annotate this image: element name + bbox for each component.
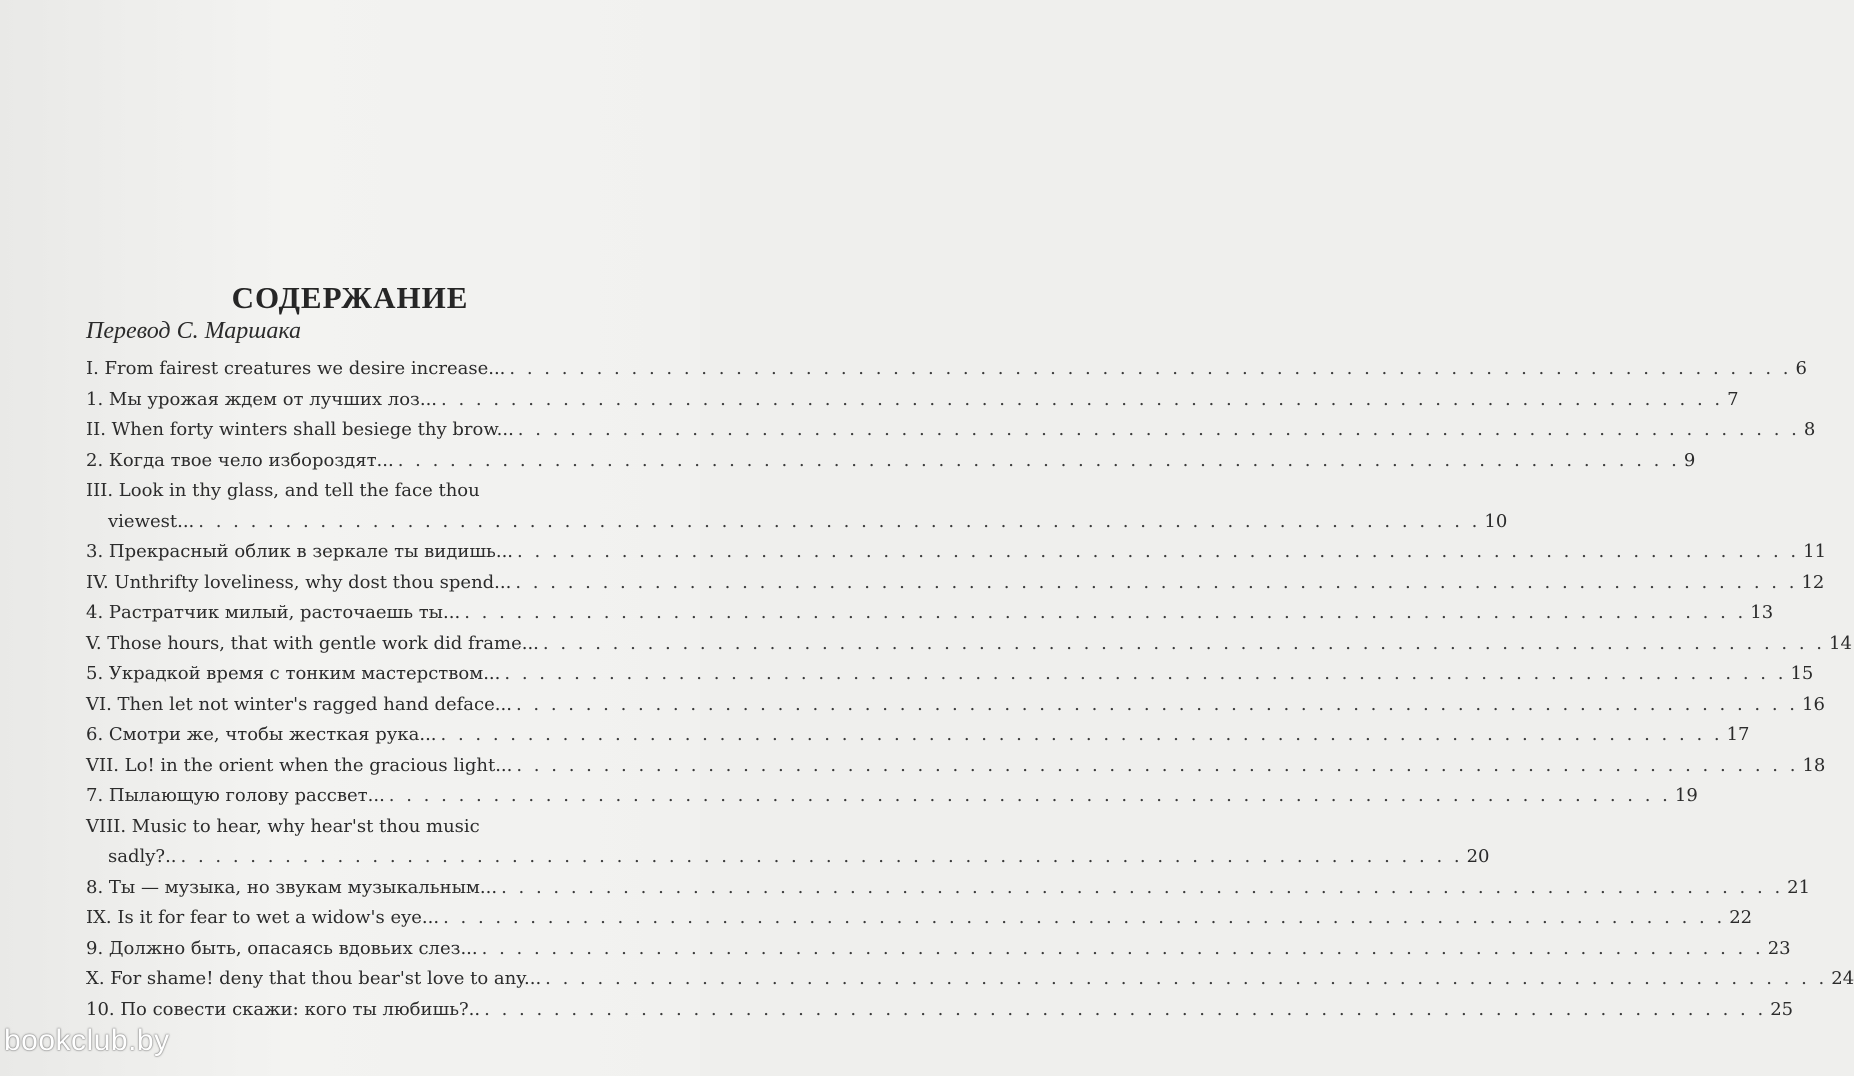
toc-entry [86, 537, 1827, 568]
toc-entry [86, 415, 1816, 446]
dot-leader [509, 354, 1791, 385]
dot-leader [443, 903, 1725, 934]
toc-entry [86, 720, 1750, 751]
toc-entry [86, 964, 1854, 995]
dot-leader [518, 415, 1800, 446]
toc-entry-page: 14 [1829, 632, 1852, 654]
dot-leader [398, 446, 1680, 477]
dot-leader [464, 598, 1746, 629]
toc-entry-title: I. From fairest creatures we desire increase... [86, 358, 506, 379]
toc-entry-title-continued: viewest... [108, 510, 195, 532]
toc-entry-page: 8 [1803, 419, 1816, 440]
toc-entry [86, 385, 1739, 416]
toc-entry-page: 16 [1802, 693, 1825, 715]
dot-leader [516, 690, 1798, 721]
dot-leader [389, 781, 1671, 812]
dot-leader [482, 934, 1764, 965]
toc-entry [86, 354, 1807, 385]
toc-entry [86, 476, 1508, 537]
table-of-contents [86, 354, 1854, 1025]
toc-entry [86, 812, 1490, 873]
dot-leader [543, 629, 1825, 660]
toc-entry [86, 629, 1852, 660]
toc-entry-title: 3. Прекрасный облик в зеркале ты видишь... [86, 541, 514, 562]
toc-entry-title: V. Those hours, that with gentle work did frame... [86, 632, 539, 654]
toc-entry [86, 781, 1698, 812]
toc-entry-title: 10. По совести скажи: кого ты любишь?.. [86, 998, 481, 1020]
dot-leader [181, 842, 1463, 873]
toc-entry-title: 6. Смотри же, чтобы жесткая рука... [86, 724, 437, 745]
toc-entry-title: 8. Ты — музыка, но звукам музыкальным... [86, 876, 498, 898]
toc-entry [86, 751, 1826, 782]
toc-entry-title: VIII. Music to hear, why hear'st thou music [86, 815, 480, 837]
toc-entry-page: 11 [1803, 541, 1827, 562]
toc-entry-title: III. Look in thy glass, and tell the face thou [86, 480, 480, 501]
dot-leader [441, 720, 1723, 751]
dot-leader [501, 873, 1783, 904]
toc-entry-page: 18 [1802, 754, 1826, 776]
toc-entry-title: 2. Когда твое чело избороздят... [86, 449, 394, 471]
dot-leader [516, 751, 1798, 782]
toc-entry-page: 17 [1726, 724, 1750, 745]
section-title: Перевод С. Маршака [86, 318, 301, 344]
contents-heading: СОДЕРЖАНИЕ [231, 280, 469, 315]
toc-entry-page: 15 [1790, 663, 1814, 684]
toc-entry-title-continued: sadly?.. [108, 846, 177, 867]
dot-leader [441, 385, 1723, 416]
toc-entry-page: 24 [1831, 968, 1854, 989]
toc-entry [86, 995, 1794, 1026]
dot-leader [515, 568, 1797, 599]
toc-entry [86, 568, 1825, 599]
toc-entry-page: 10 [1484, 510, 1508, 532]
dot-leader [545, 964, 1827, 995]
toc-entry-page: 9 [1683, 449, 1696, 471]
toc-entry [86, 690, 1825, 721]
toc-entry-page: 7 [1727, 388, 1739, 410]
toc-entry-title: X. For shame! deny that thou bear'st love to any... [86, 968, 542, 989]
dot-leader [504, 659, 1786, 690]
toc-entry-page: 22 [1729, 907, 1753, 928]
toc-entry-title: 9. Должно быть, опасаясь вдовьих слез... [86, 937, 478, 959]
toc-entry-page: 23 [1767, 937, 1791, 959]
toc-entry-page: 20 [1466, 846, 1490, 867]
toc-entry-page: 25 [1770, 998, 1794, 1020]
toc-entry-title: VI. Then let not winter's ragged hand deface... [86, 693, 512, 715]
toc-entry-title: 5. Украдкой время с тонким мастерством... [86, 663, 501, 684]
dot-leader [484, 995, 1766, 1026]
toc-entry-title: II. When forty winters shall besiege thy brow... [86, 419, 514, 440]
toc-entry [86, 873, 1811, 904]
dot-leader [517, 537, 1799, 568]
toc-entry-title: VII. Lo! in the orient when the gracious light... [86, 754, 513, 776]
toc-entry-title: IV. Unthrifty loveliness, why dost thou spend... [86, 571, 512, 593]
toc-entry [86, 903, 1753, 934]
toc-entry [86, 659, 1814, 690]
toc-entry-page: 12 [1801, 571, 1825, 593]
toc-entry-title: 4. Растратчик милый, расточаешь ты... [86, 602, 461, 623]
toc-entry-title: 7. Пылающую голову рассвет... [86, 785, 385, 806]
toc-entry-title: IX. Is it for fear to wet a widow's eye... [86, 907, 440, 928]
toc-entry-page: 6 [1795, 358, 1807, 379]
toc-entry [86, 446, 1696, 477]
toc-entry-page: 21 [1787, 876, 1811, 898]
dot-leader [198, 507, 1480, 538]
toc-entry-page: 19 [1674, 785, 1698, 806]
toc-entry-page: 13 [1750, 602, 1774, 623]
toc-entry [86, 598, 1774, 629]
site-watermark: bookclub.by [4, 1024, 170, 1057]
toc-entry-title: 1. Мы урожая ждем от лучших лоз... [86, 388, 438, 410]
toc-entry [86, 934, 1791, 965]
